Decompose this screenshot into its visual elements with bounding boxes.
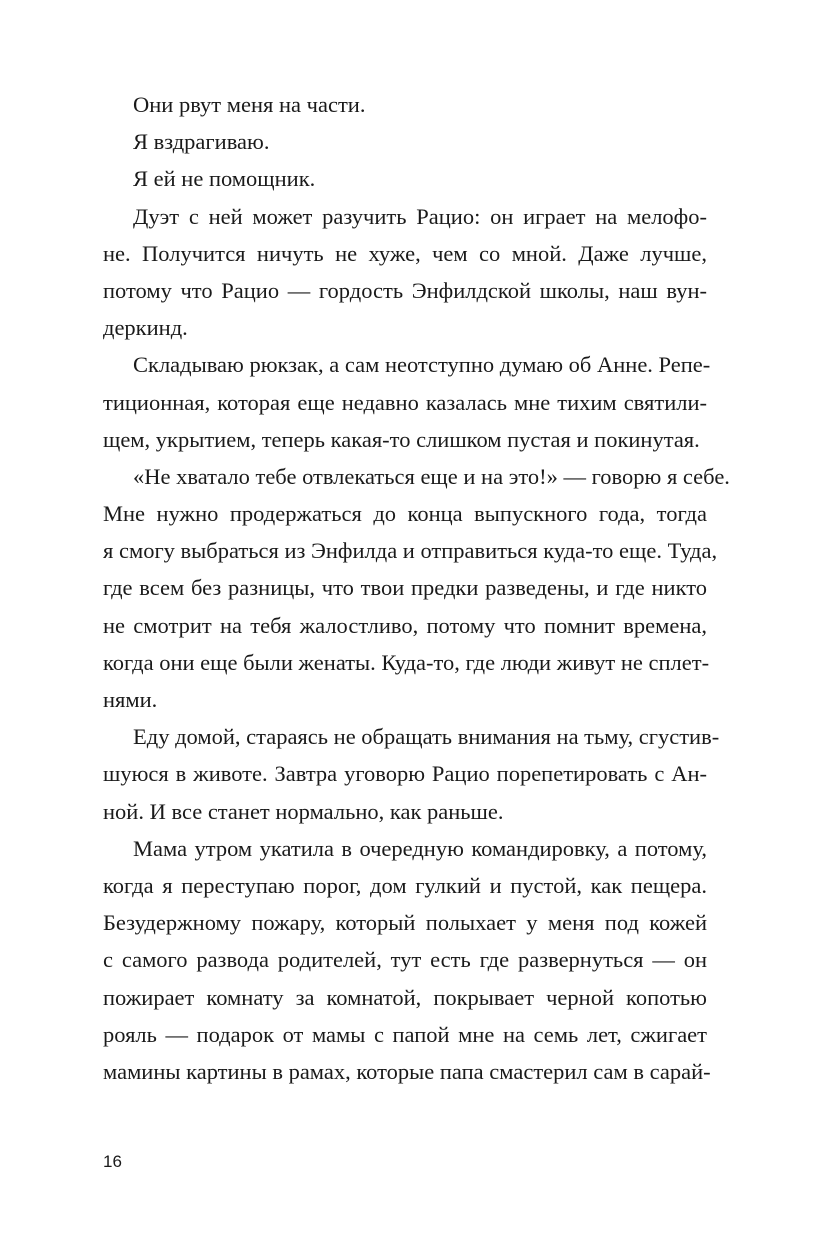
text-line: пожирает комнату за комнатой, покрывает черной копотью xyxy=(103,984,707,1010)
text-line: тиционная, которая еще недавно казалась мне тихим святили- xyxy=(103,389,707,415)
paragraph xyxy=(103,123,707,160)
text-line: где всем без разницы, что твои предки разведены, и где никто xyxy=(103,575,707,601)
text-line: Я ей не помощник. xyxy=(133,166,316,192)
text-line: Они рвут меня на части. xyxy=(133,92,366,117)
text-line: когда они еще были женаты. Куда-то, где люди живут не сплет- xyxy=(103,649,710,675)
paragraph xyxy=(103,718,720,830)
paragraph xyxy=(103,458,730,718)
page-number: 16 xyxy=(103,1152,122,1171)
text-line: Мне нужно продержаться до конца выпускного года, тогда xyxy=(103,501,707,527)
paragraph xyxy=(103,830,711,1090)
text-line: нями. xyxy=(103,687,158,712)
paragraph xyxy=(103,198,707,347)
text-line: я смогу выбраться из Энфилда и отправиться куда-то еще. Туда, xyxy=(103,538,718,564)
text-line: ной. И все станет нормально, как раньше. xyxy=(103,798,504,824)
text-line: Складываю рюкзак, а сам неотступно думаю об Анне. Репе- xyxy=(133,352,711,378)
text-line: не. Получится ничуть не хуже, чем со мной. Даже лучше, xyxy=(103,240,707,266)
text-line: с самого развода родителей, тут есть где развернуться — он xyxy=(103,947,707,973)
text-line: Я вздрагиваю. xyxy=(133,129,270,155)
text-line: шуюся в животе. Завтра уговорю Рацио порепетировать с Ан- xyxy=(103,761,707,787)
text-line: когда я переступаю порог, дом гулкий и пустой, как пещера. xyxy=(103,872,707,898)
text-line: потому что Рацио — гордость Энфилдской школы, наш вун- xyxy=(103,277,707,303)
text-line: рояль — подарок от мамы с папой мне на семь лет, сжигает xyxy=(103,1021,707,1047)
text-line: Безудержному пожару, который полыхает у меня под кожей xyxy=(103,910,707,936)
body-text xyxy=(103,86,730,1090)
text-line: Мама утром укатила в очередную командировку, а потому, xyxy=(133,835,707,861)
text-line: мамины картины в рамах, которые папа смастерил сам в сарай- xyxy=(103,1058,711,1084)
text-line: «Не хватало тебе отвлекаться еще и на это!» — говорю я себе. xyxy=(133,463,730,489)
text-line: щем, укрытием, теперь какая-то слишком пустая и покинутая. xyxy=(103,426,700,452)
text-line: деркинд. xyxy=(103,315,188,341)
paragraph xyxy=(103,160,707,197)
text-line: Дуэт с ней может разучить Рацио: он играет на мелофо- xyxy=(133,203,707,229)
text-line: Еду домой, стараясь не обращать внимания на тьму, сгустив- xyxy=(133,724,720,750)
paragraph xyxy=(103,86,707,123)
text-line: не смотрит на тебя жалостливо, потому что помнит времена, xyxy=(103,612,707,638)
paragraph xyxy=(103,346,711,458)
